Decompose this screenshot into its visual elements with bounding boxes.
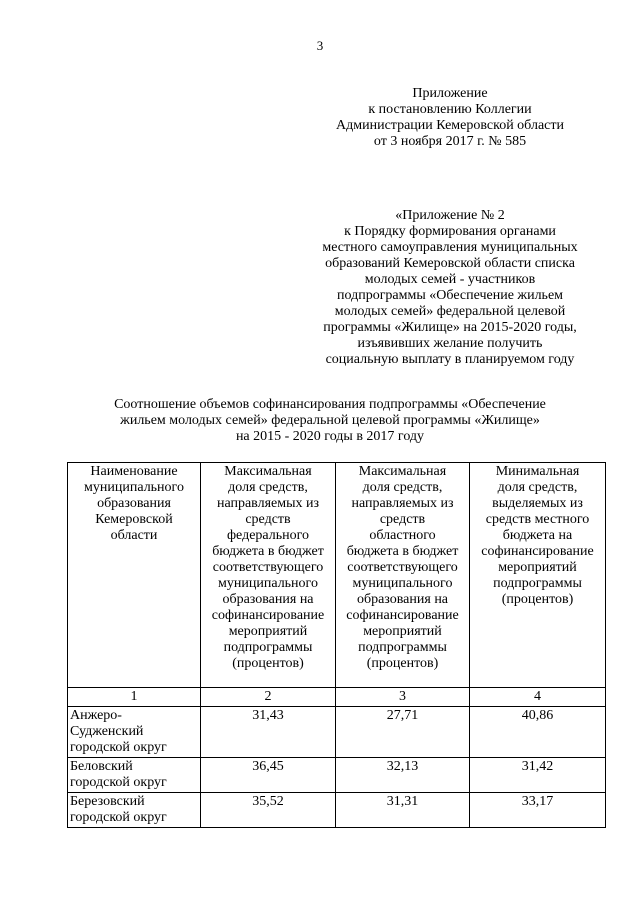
- cell-line: мероприятий: [228, 624, 308, 639]
- cell-line: муниципального: [352, 576, 453, 591]
- table-row: [68, 793, 606, 828]
- cofinancing-table: [67, 462, 606, 828]
- cell-line: муниципального: [84, 480, 184, 495]
- cell-line: Беловский: [70, 759, 133, 774]
- cell-line: (процентов): [366, 656, 439, 671]
- appendix2-header-line: местного самоуправления муниципальных: [322, 240, 578, 255]
- regional-share-value: 27,71: [336, 707, 470, 758]
- appendix-header-line: от 3 ноября 2017 г. № 585: [373, 134, 527, 149]
- appendix2-header-line: молодых семей» федеральной целевой: [334, 304, 566, 319]
- table-header-row: [68, 463, 606, 688]
- federal-share-value: 36,45: [201, 758, 336, 793]
- cell-line: доля средств,: [497, 480, 578, 495]
- table-row: [68, 758, 606, 793]
- document-title: [60, 397, 600, 445]
- cell-line: областного: [369, 528, 436, 543]
- municipality-name: [68, 758, 201, 793]
- cell-line: софинансирование: [211, 608, 325, 623]
- cell-line: области: [110, 528, 158, 543]
- appendix2-header-line: социальную выплату в планируемом году: [325, 352, 575, 367]
- appendix-header-line: Приложение: [412, 86, 488, 101]
- column-number: 2: [201, 688, 336, 707]
- cell-line: средств местного: [485, 512, 590, 527]
- header-municipality: [68, 463, 201, 688]
- local-share-value: 40,86: [470, 707, 606, 758]
- cell-line: Минимальная: [495, 464, 580, 479]
- cell-line: соответствующего: [212, 560, 324, 575]
- cell-line: бюджета в бюджет: [346, 544, 459, 559]
- cell-line: Кемеровской: [95, 512, 173, 527]
- local-share-value: 31,42: [470, 758, 606, 793]
- cell-line: доля средств,: [228, 480, 308, 495]
- cell-line: Наименование: [90, 464, 178, 479]
- column-number: 4: [470, 688, 606, 707]
- cell-line: Максимальная: [224, 464, 312, 479]
- document-title-line: жильем молодых семей» федеральной целевой программы «Жилище»: [120, 413, 540, 428]
- cell-line: выделяемых из: [492, 496, 583, 511]
- column-number: 3: [336, 688, 470, 707]
- cell-line: бюджета на: [502, 528, 573, 543]
- cell-line: средств: [379, 512, 426, 527]
- municipality-name: [68, 707, 201, 758]
- cell-line: (процентов): [232, 656, 304, 671]
- cell-line: доля средств,: [362, 480, 443, 495]
- cell-line: мероприятий: [363, 624, 442, 639]
- document-title-line: Соотношение объемов софинансирования подпрограммы «Обеспечение: [114, 397, 546, 412]
- header-federal-share: [201, 463, 336, 688]
- regional-share-value: 31,31: [336, 793, 470, 828]
- cell-line: мероприятий: [498, 560, 577, 575]
- cell-line: городской округ: [70, 740, 167, 755]
- appendix2-header-line: молодых семей - участников: [364, 272, 536, 287]
- cell-line: Анжеро-: [70, 708, 122, 723]
- header-regional-share: [336, 463, 470, 688]
- header-local-share: [470, 463, 606, 688]
- cell-line: образования на: [356, 592, 449, 607]
- appendix2-header-line: «Приложение № 2: [395, 208, 505, 223]
- appendix-header-line: Администрации Кемеровской области: [336, 118, 564, 133]
- appendix2-header-line: изъявивших желание получить: [357, 336, 543, 351]
- column-number-row: [68, 688, 606, 707]
- cell-line: средств: [245, 512, 291, 527]
- cell-line: подпрограммы: [223, 640, 313, 655]
- cell-line: подпрограммы: [358, 640, 447, 655]
- municipality-name: [68, 793, 201, 828]
- regional-share-value: 32,13: [336, 758, 470, 793]
- cell-line: муниципального: [218, 576, 318, 591]
- cell-line: бюджета в бюджет: [212, 544, 324, 559]
- appendix2-header-line: подпрограммы «Обеспечение жильем: [336, 288, 564, 303]
- cell-line: направляемых из: [351, 496, 454, 511]
- cell-line: Максимальная: [358, 464, 447, 479]
- cell-line: направляемых из: [216, 496, 320, 511]
- appendix-header: [300, 86, 600, 150]
- page-number: 3: [316, 38, 324, 53]
- cell-line: образования на: [222, 592, 314, 607]
- local-share-value: 33,17: [470, 793, 606, 828]
- cell-line: софинансирование: [346, 608, 459, 623]
- cell-line: федерального: [226, 528, 310, 543]
- cell-line: Березовский: [70, 794, 145, 809]
- cell-line: софинансирование: [481, 544, 594, 559]
- appendix2-header-line: к Порядку формирования органами: [344, 224, 556, 239]
- document-title-line: на 2015 - 2020 годы в 2017 году: [235, 429, 425, 444]
- cell-line: городской округ: [70, 810, 167, 825]
- cell-line: городской округ: [70, 775, 167, 790]
- appendix2-header-line: образований Кемеровской области списка: [325, 256, 575, 271]
- cell-line: образования: [97, 496, 171, 511]
- cell-line: подпрограммы: [493, 576, 582, 591]
- cell-line: соответствующего: [347, 560, 458, 575]
- column-number: 1: [68, 688, 201, 707]
- cell-line: Судженский: [70, 724, 144, 739]
- federal-share-value: 31,43: [201, 707, 336, 758]
- appendix-header-line: к постановлению Коллегии: [368, 102, 532, 117]
- appendix2-header: [300, 208, 600, 368]
- table-row: [68, 707, 606, 758]
- appendix2-header-line: программы «Жилище» на 2015-2020 годы,: [323, 320, 577, 335]
- federal-share-value: 35,52: [201, 793, 336, 828]
- cell-line: (процентов): [501, 592, 574, 607]
